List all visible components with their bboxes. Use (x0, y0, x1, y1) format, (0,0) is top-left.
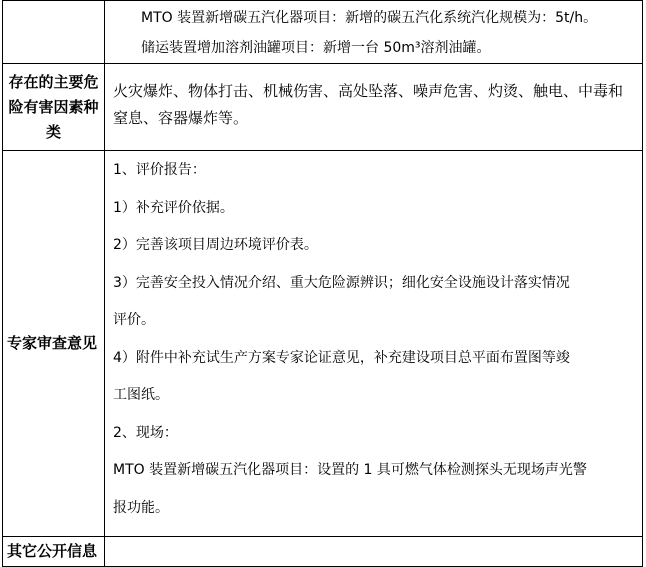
opinion-line-continued: 报功能。 (113, 499, 169, 516)
opinion-line: MTO 装置新增碳五汽化器项目：设置的 1 具可燃气体检测探头无现场声光警 (113, 462, 587, 478)
other-info-cell (105, 537, 643, 567)
expert-opinion-cell (105, 151, 643, 537)
opinion-line-continued: 工图纸。 (113, 387, 169, 403)
other-info-label: 其它公开信息 (3, 537, 105, 567)
hazards-label: 存在的主要危险有害因素种类 (3, 64, 105, 151)
project-line-2: 储运装置增加溶剂油罐项目：新增一台 50m³溶剂油罐。 (141, 40, 491, 56)
hazards-row (3, 64, 643, 151)
project-description-label-cell (3, 1, 105, 64)
project-description-row (3, 1, 643, 64)
other-info-row (3, 537, 643, 567)
disclosure-table (2, 0, 643, 567)
hazards-cell (105, 64, 643, 151)
opinion-line: 2）完善该项目周边环境评价表。 (113, 237, 318, 253)
opinion-line: 1）补充评价依据。 (113, 199, 234, 216)
project-description-cell (105, 1, 643, 64)
expert-opinion-label: 专家审查意见 (3, 151, 105, 537)
opinion-line: 3）完善安全投入情况介绍、重大危险源辨识；细化安全设施设计落实情况 (113, 274, 570, 291)
opinion-line: 1、评价报告： (113, 162, 206, 178)
expert-opinion-row (3, 151, 643, 537)
opinion-line: 4）附件中补充试生产方案专家论证意见，补充建设项目总平面布置图等竣 (113, 349, 570, 366)
opinion-line-continued: 评价。 (113, 312, 155, 328)
opinion-line: 2、现场： (113, 424, 178, 441)
hazards-value: 火灾爆炸、物体打击、机械伤害、高处坠落、噪声危害、灼烫、触电、中毒和窒息、容器爆炸等。 (113, 82, 624, 127)
project-line-1: MTO 装置新增碳五汽化器项目：新增的碳五汽化系统汽化规模为：5t/h。 (141, 10, 598, 26)
